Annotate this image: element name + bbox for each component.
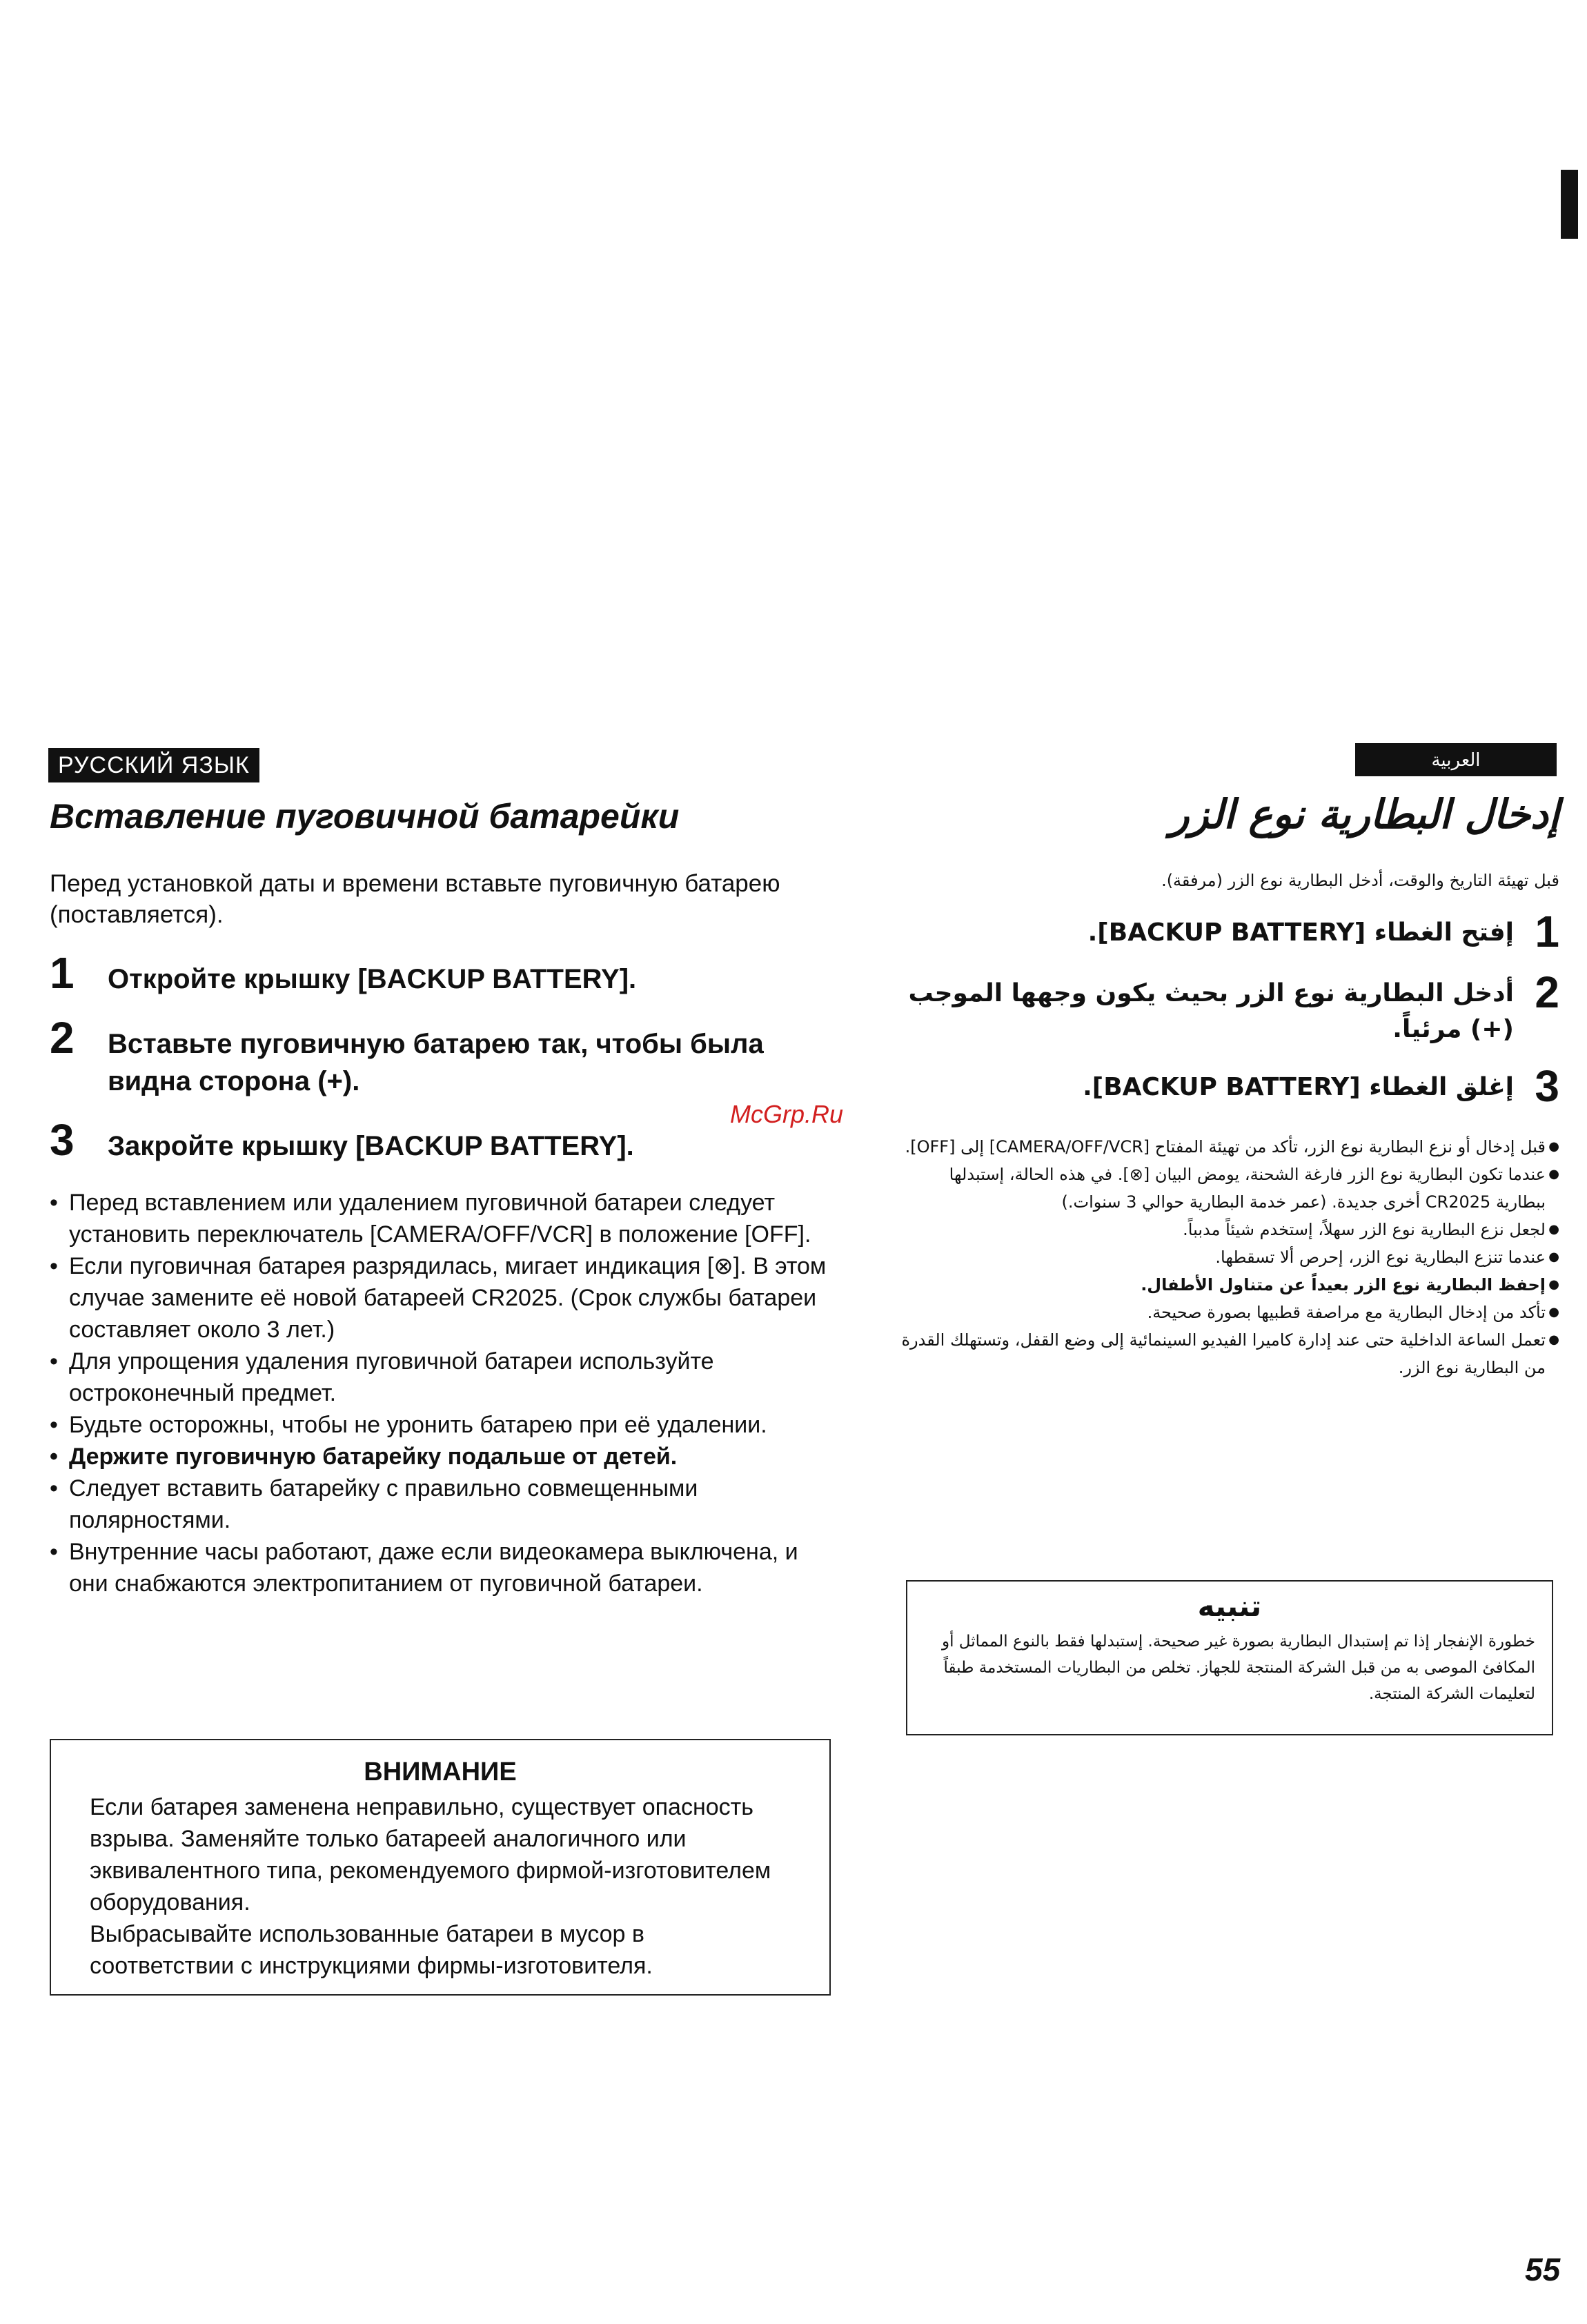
russian-page-title: Вставление пуговичной батарейки: [50, 797, 680, 836]
note-item: ● تأكد من إدخال البطارية مع مراصفة قطبيها بصورة صحيحة.: [897, 1299, 1559, 1326]
step-text: Вставьте пуговичную батарею так, чтобы была видна сторона (+).: [108, 1029, 764, 1096]
note-item: • Следует вставить батарейку с правильно совмещенными полярностями.: [50, 1473, 836, 1536]
note-item: ● قبل إدخال أو نزع البطارية نوع الزر، تأكد من تهيئة المفتاح [CAMERA/OFF/VCR] إلى [OFF].: [897, 1133, 1559, 1161]
note-item: ● عندما تكون البطارية نوع الزر فارغة الشحنة، يومض البيان [⊗]. في هذه الحالة، إستبدلها ببطارية CR2025 أخرى جديدة. (عمر خدمة البطارية حوالي 3 سنوات.): [897, 1161, 1559, 1216]
step-number: 2: [50, 1013, 75, 1063]
step-number: 3: [1535, 1061, 1559, 1111]
note-item-child-safety: • Держите пуговичную батарейку подальше от детей.: [50, 1441, 836, 1473]
russian-intro: Перед установкой даты и времени вставьте пуговичную батарею (поставляется).: [50, 870, 780, 928]
arabic-language-tag: العربية: [1355, 743, 1557, 776]
arabic-column: [897, 868, 1559, 1381]
step-text: أدخل البطارية نوع الزر بحيث يكون وجهها الموجب (+) مرئياً.: [908, 979, 1514, 1043]
russian-step-1: [50, 948, 836, 998]
caution-body: خطورة الإنفجار إذا تم إستبدال البطارية بصورة غير صحيحة. إستبدلها فقط بالنوع المماثل أو المكافئ الموصى به من قبل الشركة المنتجة للجهاز. تخلص من البطاريات المستخدمة طبقاً لتعليمات الشركة المنتجة.: [942, 1633, 1535, 1703]
step-number: 1: [1535, 907, 1559, 956]
note-item: ● لجعل نزع البطارية نوع الزر سهلاً، إستخدم شيئاً مدبباً.: [897, 1216, 1559, 1243]
warning-title: ВНИМАНИЕ: [364, 1757, 517, 1786]
step-number: 2: [1535, 967, 1559, 1017]
arabic-intro: قبل تهيئة التاريخ والوقت، أدخل البطارية نوع الزر (مرفقة).: [1161, 871, 1559, 890]
warning-paragraph: Если батарея заменена неправильно, существует опасность взрыва. Заменяйте только батареей аналогичного или эквивалентного типа, рекомендуемого фирмой-изготовителем оборудования.: [90, 1794, 771, 1916]
russian-language-tag: РУССКИЙ ЯЗЫК: [48, 748, 259, 782]
arabic-step-2: [897, 967, 1559, 1047]
note-item: ● عندما تنزع البطارية نوع الزر، إحرص ألا تسقطها.: [897, 1243, 1559, 1271]
warning-body: [90, 1791, 791, 1982]
watermark-text: McGrp.Ru: [730, 1100, 844, 1128]
step-number: 1: [50, 948, 75, 998]
section-edge-tab: [1561, 170, 1578, 239]
warning-paragraph: Выбрасывайте использованные батареи в мусор в соответствии с инструкциями фирмы-изготовителя.: [90, 1921, 653, 1979]
note-item: • Если пуговичная батарея разрядилась, мигает индикация [⊗]. В этом случае замените её новой батареей CR2025. (Срок службы батареи составляет около 3 лет.): [50, 1250, 836, 1346]
page-number: 55: [1525, 2252, 1561, 2287]
russian-step-2: [50, 1013, 836, 1100]
arabic-caution-box: [906, 1580, 1553, 1735]
step-number: 3: [50, 1115, 75, 1165]
russian-step-3: [50, 1115, 836, 1165]
note-item: • Для упрощения удаления пуговичной батареи используйте остроконечный предмет.: [50, 1346, 836, 1409]
russian-notes-list: [50, 1187, 836, 1599]
arabic-step-1: [897, 909, 1559, 954]
russian-warning-box: [50, 1739, 831, 1996]
russian-column: [50, 868, 836, 1599]
note-item: ● تعمل الساعة الداخلية حتى عند إدارة كاميرا الفيديو السينمائية إلى وضع القفل، وتستهلك القدرة من البطارية نوع الزر.: [897, 1326, 1559, 1381]
arabic-step-3: [897, 1061, 1559, 1111]
note-item-child-safety: ● إحفظ البطارية نوع الزر بعيداً عن متناول الأطفال.: [897, 1271, 1559, 1299]
note-item: • Будьте осторожны, чтобы не уронить батарею при её удалении.: [50, 1409, 836, 1441]
arabic-notes-list: [897, 1133, 1559, 1381]
step-text: إفتح الغطاء [BACKUP BATTERY].: [1087, 918, 1514, 947]
step-text: إغلق الغطاء [BACKUP BATTERY].: [1083, 1073, 1514, 1101]
step-text: Закройте крышку [BACKUP BATTERY].: [108, 1131, 634, 1161]
arabic-page-title: إدخال البطارية نوع الزر: [1170, 791, 1559, 838]
caution-title: تنبيه: [1197, 1589, 1262, 1623]
note-item: • Внутренние часы работают, даже если видеокамера выключена, и они снабжаются электропитанием от пуговичной батареи.: [50, 1536, 836, 1599]
step-text: Откройте крышку [BACKUP BATTERY].: [108, 964, 637, 994]
note-item: • Перед вставлением или удалением пуговичной батареи следует установить переключатель [CAMERA/OFF/VCR] в положение [OFF].: [50, 1187, 836, 1250]
